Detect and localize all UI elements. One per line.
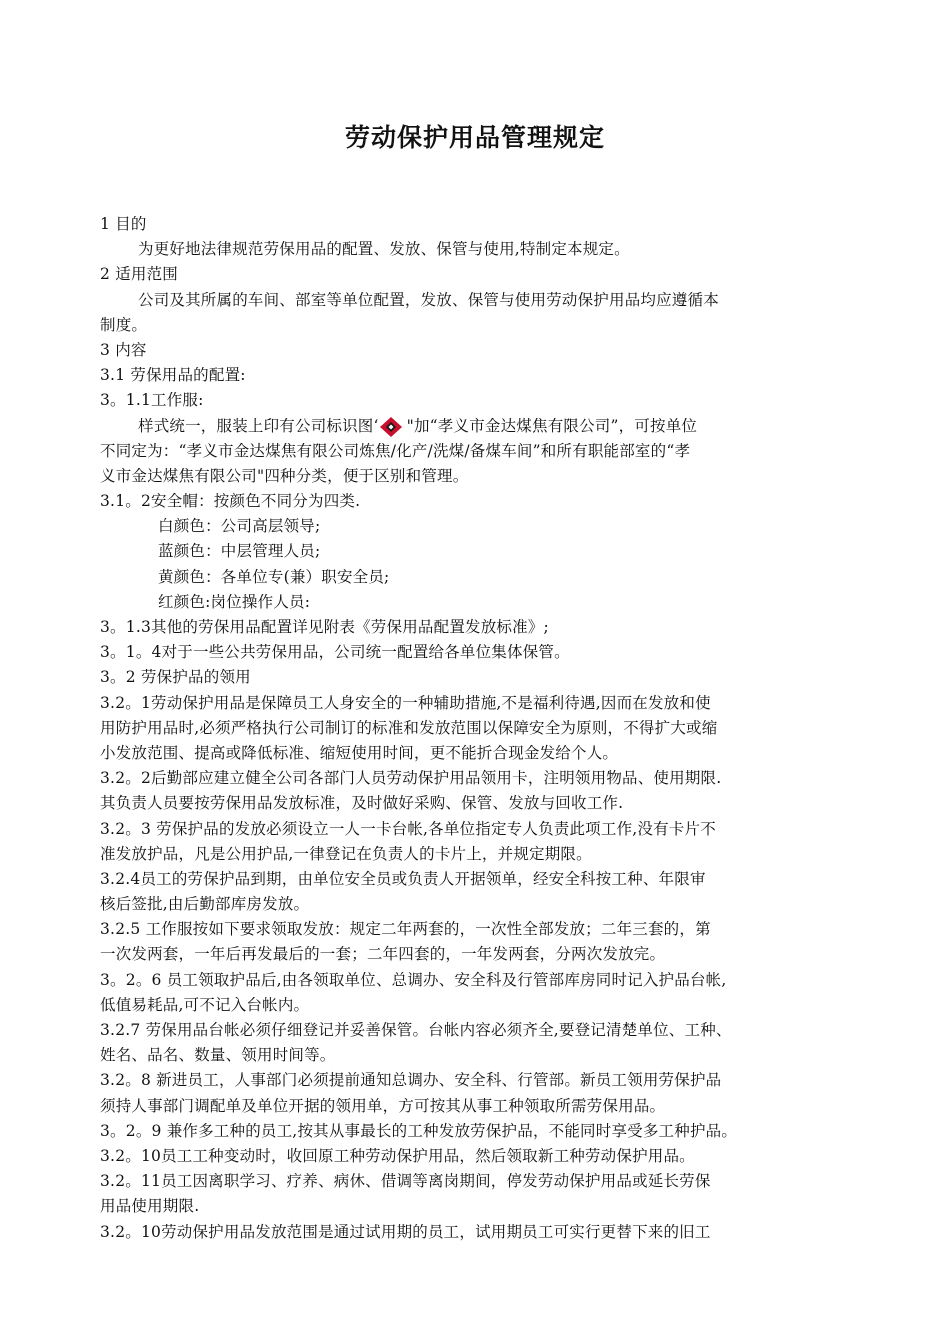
paragraph-line: 3.2。1劳动保护用品是保障员工人身安全的一种辅助措施,不是福利待遇,因而在发放和使 (100, 693, 711, 712)
paragraph-line: 小发放范围、提高或降低标准、缩短使用时间，更不能折合现金发给个人。 (100, 743, 619, 762)
section-heading: 3 内容 (100, 340, 147, 359)
subsection-heading: 3.1。2安全帽：按颜色不同分为四类. (100, 492, 361, 511)
paragraph-text: "加“孝义市金达煤焦有限公司”，可按单位 (406, 416, 698, 435)
paragraph-line: 不同定为：“孝义市金达煤焦有限公司炼焦/化产/洗煤/备煤车间”和所有职能部室的“孝 (100, 441, 691, 460)
subsection-heading: 3。2 劳保护品的领用 (100, 668, 251, 687)
paragraph-line: 3.2。3 劳保护品的发放必须设立一人一卡台帐,各单位指定专人负责此项工作,没有卡片不 (100, 819, 716, 838)
list-item: 蓝颜色：中层管理人员; (158, 542, 321, 561)
paragraph-line: 3。2。9 兼作多工种的员工,按其从事最长的工种发放劳保护品，不能同时享受多工种护品。 (100, 1121, 738, 1140)
paragraph-text: 样式统一，服装上印有公司标识图‘ (138, 416, 379, 435)
paragraph-line: 为更好地法律规范劳保用品的配置、发放、保管与使用,特制定本规定。 (138, 240, 630, 259)
list-item: 红颜色:岗位操作人员: (158, 592, 311, 611)
paragraph-line: 制度。 (100, 315, 148, 334)
paragraph-line: 用品使用期限. (100, 1197, 200, 1216)
paragraph-line: 3.2。2后勤部应建立健全公司各部门人员劳动保护用品领用卡，注明领用物品、使用期限. (100, 769, 722, 788)
paragraph-line: 须持人事部门调配单及单位开据的领用单，方可按其从事工种领取所需劳保用品。 (100, 1096, 666, 1115)
paragraph-line: 3。1。4对于一些公共劳保用品，公司统一配置给各单位集体保管。 (100, 643, 570, 662)
subsection-heading: 3。1.1工作服: (100, 391, 204, 410)
list-item: 黄颜色：各单位专(兼）职安全员; (158, 567, 390, 586)
paragraph-line: 3.2。10员工工种变动时，收回原工种劳动保护用品，然后领取新工种劳动保护用品。 (100, 1146, 695, 1165)
paragraph-line: 核后签批,由后勤部库房发放。 (100, 895, 310, 914)
paragraph-line: 3.2。10劳动保护用品发放范围是通过试用期的员工，试用期员工可实行更替下来的旧工 (100, 1222, 711, 1241)
paragraph-line: 3.2.4员工的劳保护品到期，由单位安全员或负责人开据领单，经安全科按工种、年限审 (100, 869, 706, 888)
paragraph-line: 3。2。6 员工领取护品后,由各领取单位、总调办、安全科及行管部库房同时记入护品台帐, (100, 970, 727, 989)
company-logo-icon (379, 416, 403, 438)
section-heading: 1 目的 (100, 215, 147, 233)
paragraph-line: 一次发两套，一年后再发最后的一套；二年四套的，一年发两套，分两次发放完。 (100, 945, 666, 964)
subsection-heading: 3.1 劳保用品的配置: (100, 366, 246, 385)
paragraph-line-with-logo (100, 414, 865, 439)
paragraph-line: 3.2。11员工因离职学习、疗养、病休、借调等离岗期间，停发劳动保护用品或延长劳保 (100, 1172, 711, 1191)
paragraph-line: 其负责人员要按劳保用品发放标准，及时做好采购、保管、发放与回收工作. (100, 794, 624, 813)
list-item: 白颜色：公司高层领导; (158, 517, 321, 536)
paragraph-line: 义市金达煤焦有限公司"四种分类，便于区别和管理。 (100, 466, 469, 485)
paragraph-line: 准发放护品，凡是公用护品,一律登记在负责人的卡片上，并规定期限。 (100, 844, 592, 863)
paragraph-line: 3.2。8 新进员工，人事部门必须提前通知总调办、安全科、行管部。新员工领用劳保护品 (100, 1071, 722, 1090)
paragraph-line: 低值易耗品,可不记入台帐内。 (100, 995, 310, 1014)
paragraph-line: 3.2.7 劳保用品台帐必须仔细登记并妥善保管。台帐内容必须齐全,要登记清楚单位、工种、 (100, 1021, 732, 1039)
paragraph-line: 公司及其所属的车间、部室等单位配置，发放、保管与使用劳动保护用品均应遵循本 (138, 290, 719, 309)
page-title: 劳动保护用品管理规定 (344, 123, 605, 152)
paragraph-line: 用防护用品时,必须严格执行公司制订的标准和发放范围以保障安全为原则，不得扩大或缩 (100, 718, 718, 737)
document-body (100, 212, 865, 1245)
paragraph-line: 3。1.3其他的劳保用品配置详见附表《劳保用品配置发放标准》; (100, 618, 549, 636)
paragraph-line: 姓名、品名、数量、领用时间等。 (100, 1046, 336, 1065)
section-heading: 2 适用范围 (100, 265, 178, 284)
paragraph-line: 3.2.5 工作服按如下要求领取发放：规定二年两套的，一次性全部发放；二年三套的，第 (100, 920, 711, 939)
